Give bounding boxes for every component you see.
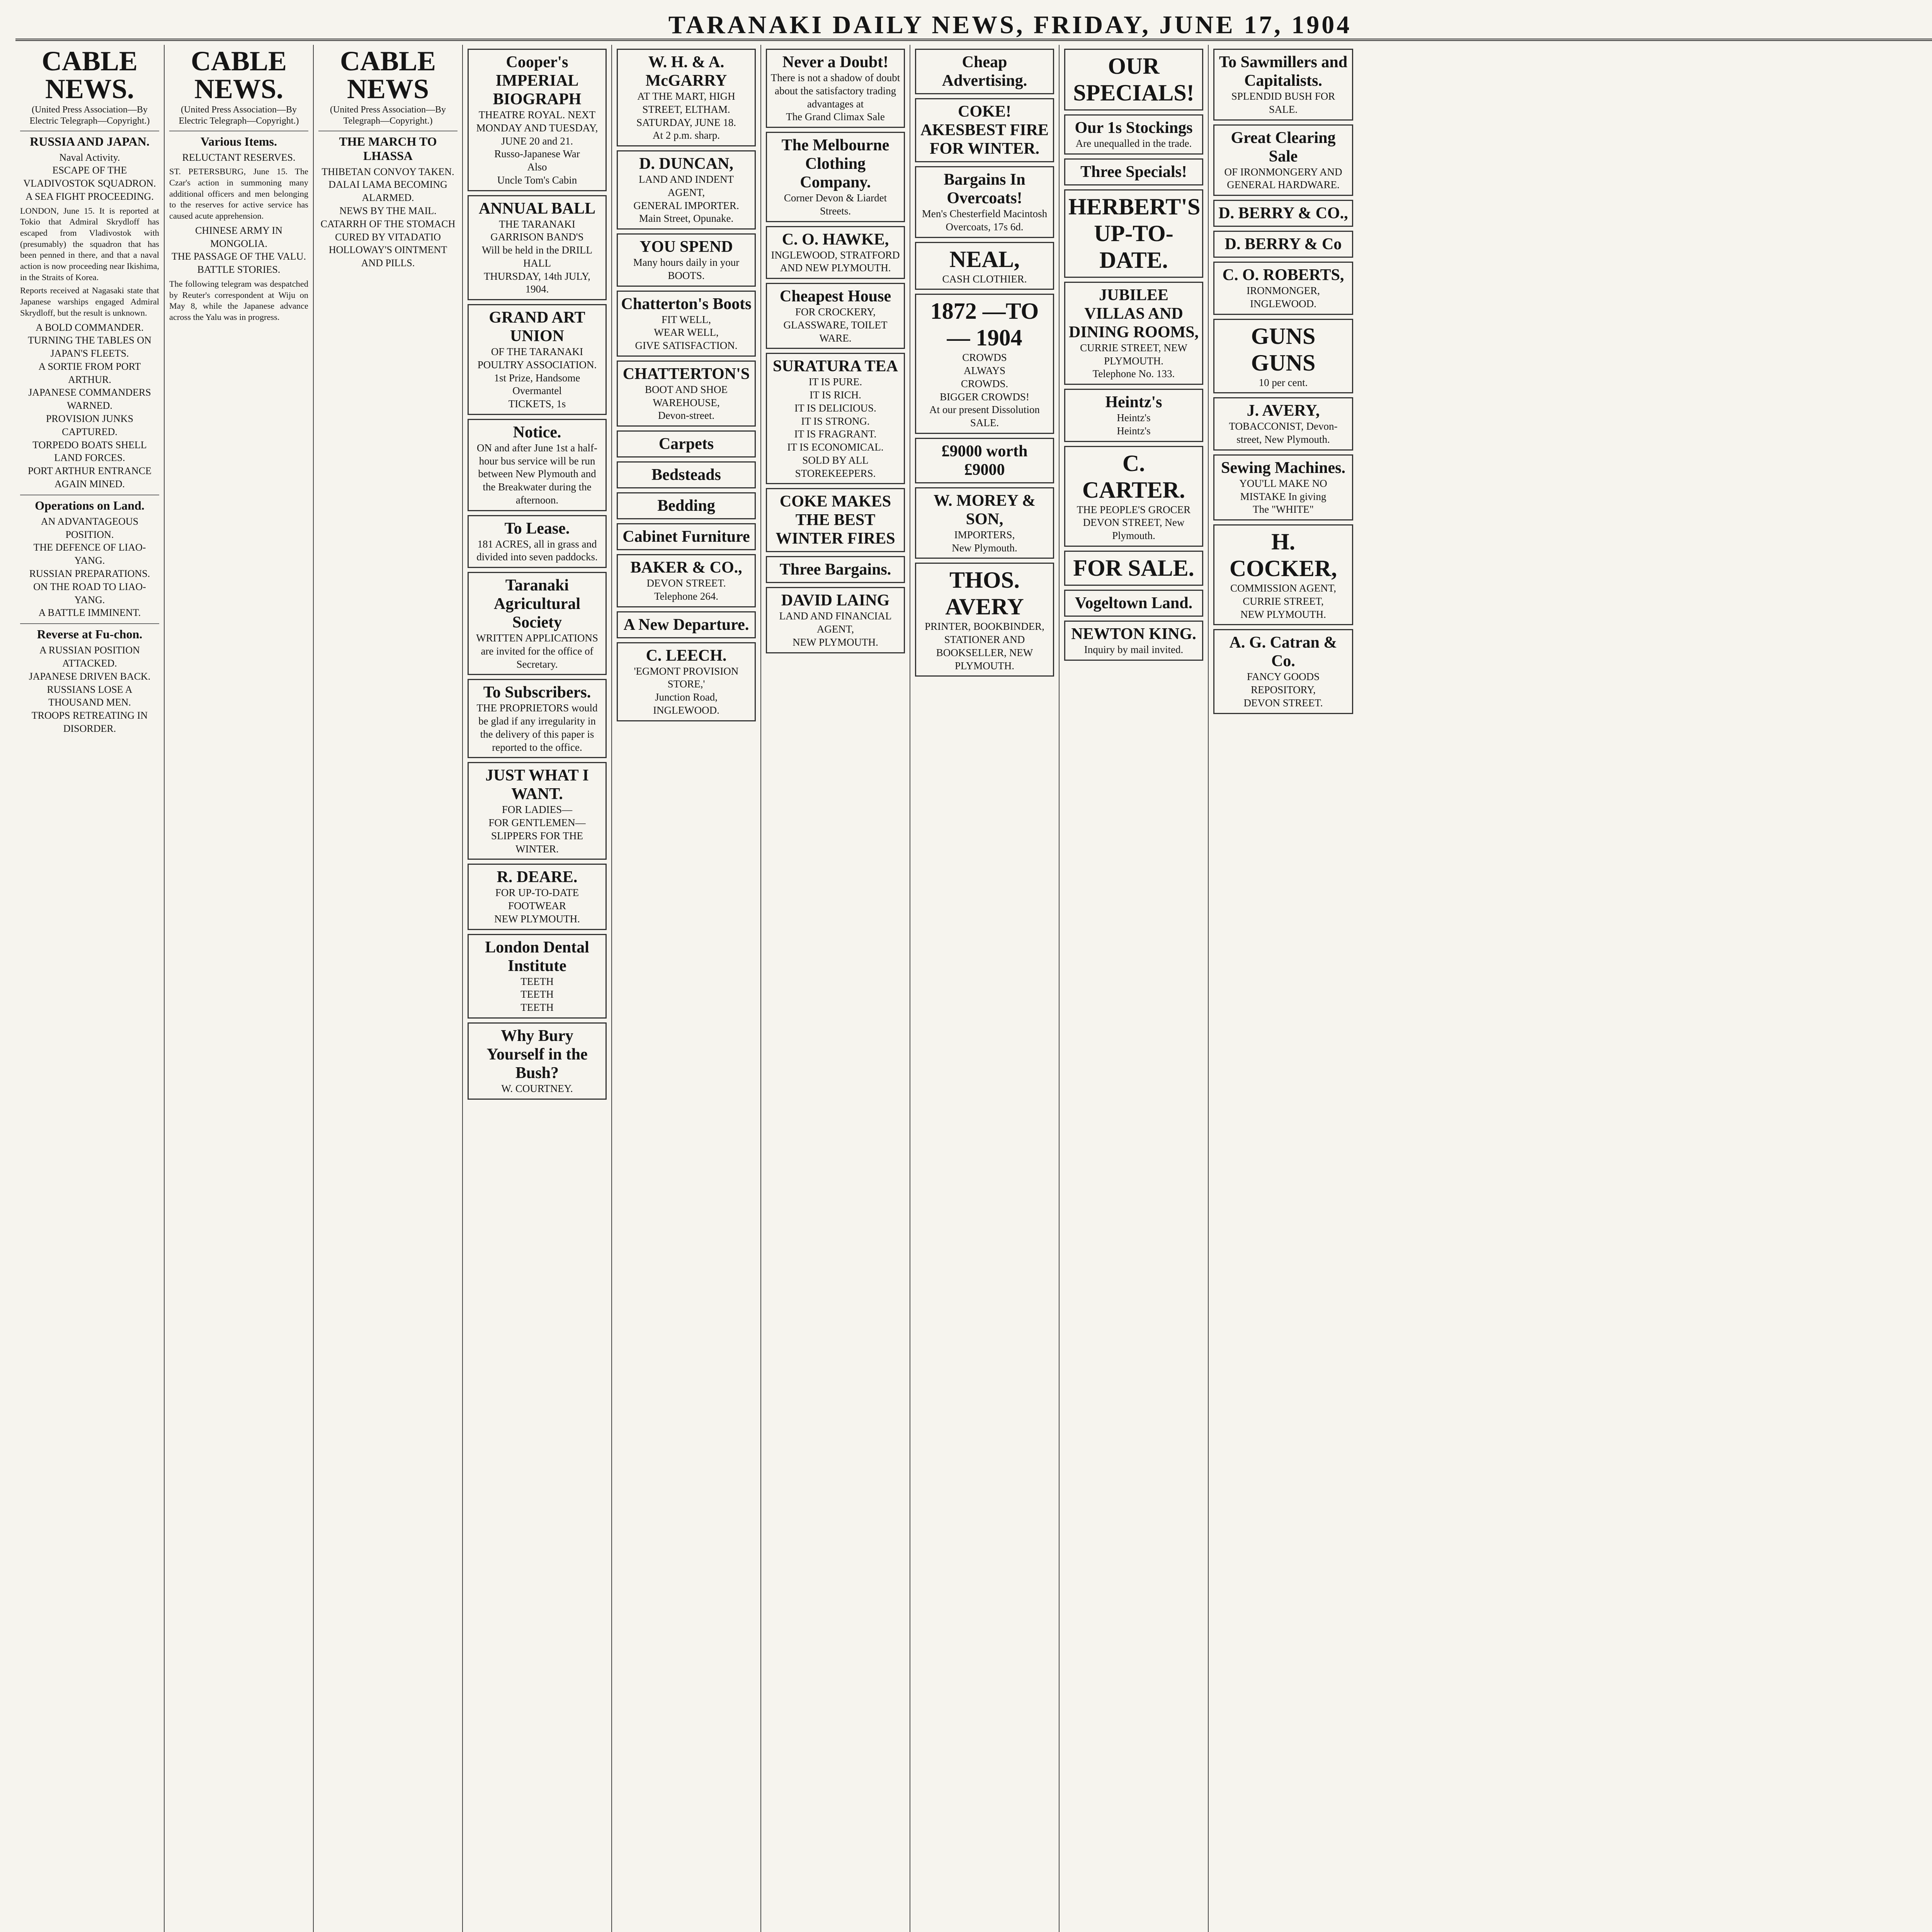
ad-line: SLIPPERS FOR THE WINTER. bbox=[491, 830, 583, 855]
ad-title: Bedsteads bbox=[651, 466, 721, 484]
article-heading: ESCAPE OF THE VLADIVOSTOK SQUADRON. bbox=[23, 165, 156, 189]
ad-block bbox=[1064, 389, 1203, 442]
masthead bbox=[15, 12, 1932, 41]
ad-title: FOR SALE. bbox=[1073, 555, 1194, 581]
ad-line: FOR GENTLEMEN— bbox=[488, 817, 586, 828]
column-title: CABLE NEWS bbox=[340, 46, 436, 104]
ad-block bbox=[766, 587, 905, 653]
ad-block bbox=[1064, 282, 1203, 385]
ad-block bbox=[1213, 319, 1353, 394]
ad-block bbox=[468, 49, 607, 191]
column-2 bbox=[165, 45, 314, 1932]
ad-line: LAND AND FINANCIAL AGENT, bbox=[779, 610, 892, 635]
ad-title: J. AVERY, bbox=[1247, 402, 1320, 420]
ad-line: New Plymouth. bbox=[952, 542, 1017, 554]
ad-block bbox=[468, 679, 607, 758]
article-heading: THE PASSAGE OF THE VALU. bbox=[172, 251, 306, 262]
ad-title: D. DUNCAN, bbox=[639, 155, 733, 173]
ad-title: Cooper's IMPERIAL BIOGRAPH bbox=[493, 53, 582, 108]
section-heading: THE MARCH TO LHASSA bbox=[318, 131, 457, 163]
ad-block bbox=[468, 762, 607, 860]
ad-line: ALWAYS bbox=[963, 365, 1005, 376]
ad-block bbox=[1064, 551, 1203, 586]
ad-line: Telephone No. 133. bbox=[1092, 368, 1175, 380]
ad-line: TICKETS, 1s bbox=[508, 398, 566, 410]
article-paragraph: The following telegram was despatched by Reuter's correspondent at Wiju on May 8, while the Japanese advance across the Yalu was in progress. bbox=[169, 279, 308, 322]
ad-block bbox=[1213, 49, 1353, 121]
ad-title: NEAL, bbox=[949, 246, 1020, 272]
article-heading: THIBETAN CONVOY TAKEN. bbox=[321, 166, 454, 177]
ad-line: Will be held in the DRILL HALL bbox=[481, 244, 593, 269]
ad-title: SURATURA TEA bbox=[772, 357, 898, 376]
article-heading: NEWS BY THE MAIL. bbox=[339, 205, 437, 216]
ad-line: TOBACCONIST, Devon-street, New Plymouth. bbox=[1229, 420, 1338, 445]
ad-line: TEETH bbox=[520, 988, 554, 1000]
ad-block bbox=[766, 49, 905, 128]
ad-line: Many hours daily in your BOOTS. bbox=[633, 257, 740, 281]
ad-line: CROWDS bbox=[962, 352, 1007, 364]
ad-block bbox=[468, 572, 607, 675]
ad-title: The Melbourne Clothing Company. bbox=[781, 136, 889, 191]
ad-title: C. O. HAWKE, bbox=[782, 230, 889, 248]
column-title: CABLE NEWS. bbox=[41, 46, 138, 104]
ad-block bbox=[915, 242, 1054, 290]
ad-line: 10 per cent. bbox=[1259, 376, 1308, 388]
ad-line: IT IS PURE. bbox=[808, 376, 862, 388]
ad-title: Our 1s Stockings bbox=[1075, 119, 1193, 137]
ad-title: £9000 worth £9000 bbox=[941, 442, 1028, 479]
ad-line: DEVON STREET, New Plymouth. bbox=[1083, 517, 1185, 541]
ad-title: To Subscribers. bbox=[483, 684, 591, 702]
ad-line: NEW PLYMOUTH. bbox=[793, 636, 878, 648]
ad-line: Also bbox=[527, 161, 547, 173]
ad-block bbox=[915, 166, 1054, 238]
ad-block bbox=[915, 294, 1054, 434]
ad-block bbox=[1064, 446, 1203, 547]
ad-line: NEW PLYMOUTH. bbox=[494, 913, 580, 925]
article-heading: PORT ARTHUR ENTRANCE AGAIN MINED. bbox=[28, 465, 151, 490]
ad-block bbox=[1064, 590, 1203, 617]
ad-line: THE TARANAKI GARRISON BAND'S bbox=[490, 218, 584, 243]
ad-line: INGLEWOOD, STRATFORD AND NEW PLYMOUTH. bbox=[771, 249, 900, 274]
ad-block bbox=[1064, 114, 1203, 155]
ad-title: GRAND ART UNION bbox=[489, 309, 585, 345]
ad-line: Are unequalled in the trade. bbox=[1075, 138, 1192, 149]
article-heading: A SEA FIGHT PROCEEDING. bbox=[26, 190, 154, 202]
column-subtitle: (United Press Association—By Electric Telegraph—Copyright.) bbox=[29, 105, 150, 126]
ad-title: 1872 —TO— 1904 bbox=[930, 298, 1039, 351]
ad-block bbox=[766, 226, 905, 279]
ad-line: THE PEOPLE'S GROCER bbox=[1077, 503, 1191, 515]
column-subtitle: (United Press Association—By Telegraph—Copyright.) bbox=[330, 105, 446, 126]
ad-line: Telephone 264. bbox=[654, 590, 719, 602]
ad-line: The "WHITE" bbox=[1253, 503, 1314, 515]
ad-title: Why Bury Yourself in the Bush? bbox=[486, 1027, 588, 1082]
section-heading: Operations on Land. bbox=[20, 495, 159, 513]
ad-block bbox=[766, 132, 905, 222]
ad-line: CROWDS. bbox=[961, 378, 1009, 389]
ad-title: Heintz's bbox=[1105, 393, 1162, 411]
ad-title: Bargains In Overcoats! bbox=[944, 171, 1026, 207]
article-heading: TORPEDO BOATS SHELL LAND FORCES. bbox=[32, 439, 147, 464]
column-8 bbox=[1060, 45, 1209, 1932]
ad-line: GENERAL IMPORTER. bbox=[633, 199, 739, 211]
ad-line: Inquiry by mail invited. bbox=[1084, 643, 1184, 655]
article-heading: JAPANESE COMMANDERS WARNED. bbox=[28, 387, 151, 412]
ad-block bbox=[617, 49, 756, 146]
ad-block bbox=[915, 49, 1054, 94]
ad-line: PRINTER, BOOKBINDER, STATIONER AND BOOKSELLER, NEW PLYMOUTH. bbox=[925, 621, 1044, 672]
ad-block bbox=[617, 291, 756, 357]
section-heading: RUSSIA AND JAPAN. bbox=[20, 131, 159, 149]
ad-title: Chatterton's Boots bbox=[621, 295, 752, 313]
ad-title: C. O. ROBERTS, bbox=[1222, 266, 1344, 284]
ad-title: Cheapest House bbox=[779, 287, 891, 305]
article-heading: A BOLD COMMANDER. bbox=[36, 321, 144, 333]
ad-title: W. H. & A. McGARRY bbox=[645, 53, 727, 90]
article-heading: TURNING THE TABLES ON JAPAN'S FLEETS. bbox=[28, 335, 151, 359]
column-subtitle: (United Press Association—By Electric Telegraph—Copyright.) bbox=[179, 105, 299, 126]
ad-title: ANNUAL BALL bbox=[478, 199, 596, 218]
ad-title: To Sawmillers and Capitalists. bbox=[1219, 53, 1348, 90]
ad-block bbox=[468, 419, 607, 511]
ad-line: THE PROPRIETORS would be glad if any irregularity in the delivery of this paper is reported to the office. bbox=[476, 702, 598, 753]
ad-title: Cabinet Furniture bbox=[622, 528, 750, 546]
ad-title: Notice. bbox=[513, 423, 561, 441]
ad-block bbox=[617, 523, 756, 550]
ad-block bbox=[617, 361, 756, 427]
ad-block bbox=[1064, 158, 1203, 185]
article-heading: RUSSIANS LOSE A THOUSAND MEN. bbox=[47, 684, 133, 708]
ad-title: NEWTON KING. bbox=[1071, 625, 1196, 643]
ad-block bbox=[915, 98, 1054, 162]
ad-block bbox=[1213, 262, 1353, 315]
ad-title: Vogeltown Land. bbox=[1075, 594, 1193, 612]
ad-title: H. COCKER, bbox=[1229, 529, 1337, 581]
ad-block bbox=[766, 353, 905, 484]
ad-block bbox=[468, 934, 607, 1019]
ad-line: IRONMONGER, INGLEWOOD. bbox=[1247, 285, 1320, 310]
ad-line: At our present Dissolution SALE. bbox=[929, 404, 1040, 429]
column-4 bbox=[463, 45, 612, 1932]
ad-title: COKE MAKES THE BEST WINTER FIRES bbox=[776, 493, 895, 548]
ad-line: IT IS DELICIOUS. bbox=[794, 402, 876, 414]
ad-line: FOR CROCKERY, GLASSWARE, TOILET WARE. bbox=[783, 306, 888, 344]
ad-title: R. DEARE. bbox=[497, 868, 578, 886]
ad-title: Sewing Machines. bbox=[1221, 459, 1345, 477]
section-heading: Reverse at Fu-chon. bbox=[20, 623, 159, 641]
ad-line: CURRIE STREET, NEW PLYMOUTH. bbox=[1080, 342, 1187, 367]
ad-block bbox=[915, 563, 1054, 677]
ad-title: C. LEECH. bbox=[646, 646, 727, 665]
ad-title: To Lease. bbox=[504, 519, 570, 537]
ad-line: IMPORTERS, bbox=[954, 529, 1015, 541]
ad-line: WRITTEN APPLICATIONS are invited for the office of Secretary. bbox=[476, 632, 598, 670]
article-list bbox=[20, 151, 159, 735]
column-5 bbox=[612, 45, 761, 1932]
ad-block bbox=[617, 233, 756, 287]
ad-title: OUR SPECIALS! bbox=[1073, 53, 1194, 105]
ad-line: 1st Prize, Handsome Overmantel bbox=[494, 372, 580, 397]
ad-line: WEAR WELL, bbox=[654, 327, 719, 338]
ad-block bbox=[617, 461, 756, 488]
ad-title: Taranaki Agricultural Society bbox=[494, 577, 580, 631]
ad-line: CASH CLOTHIER. bbox=[942, 273, 1027, 285]
ad-block bbox=[617, 430, 756, 457]
ad-line: DEVON STREET. bbox=[1243, 697, 1323, 709]
ad-title: Carpets bbox=[658, 435, 714, 453]
ad-line: 181 ACRES, all in grass and divided into seven paddocks. bbox=[476, 538, 598, 563]
ad-block bbox=[1213, 454, 1353, 520]
ad-block bbox=[766, 488, 905, 552]
ad-block bbox=[468, 1022, 607, 1100]
ad-block bbox=[468, 515, 607, 568]
ad-line: AT THE MART, HIGH STREET, ELTHAM. bbox=[637, 90, 735, 115]
ad-block bbox=[468, 864, 607, 930]
article-heading: PROVISION JUNKS CAPTURED. bbox=[46, 413, 134, 437]
ad-title: Cheap Advertising. bbox=[942, 53, 1027, 90]
ad-line: Heintz's bbox=[1117, 425, 1151, 437]
ad-block bbox=[766, 556, 905, 583]
ad-line: Russo-Japanese War bbox=[494, 148, 580, 160]
ad-title: D. BERRY & CO., bbox=[1218, 204, 1348, 222]
ad-title: CHATTERTON'S bbox=[622, 365, 750, 383]
ad-title: Three Specials! bbox=[1080, 163, 1187, 181]
ad-line: OF THE TARANAKI POULTRY ASSOCIATION. bbox=[477, 346, 597, 371]
article-heading: Naval Activity. bbox=[59, 151, 120, 163]
ad-line: Corner Devon & Liardet Streets. bbox=[784, 192, 887, 217]
ad-line: FANCY GOODS REPOSITORY, bbox=[1247, 671, 1320, 696]
column-title: CABLE NEWS. bbox=[190, 46, 287, 104]
article-heading: RUSSIAN PREPARATIONS. bbox=[29, 568, 150, 580]
ad-title: Great Clearing Sale bbox=[1231, 129, 1336, 165]
article-heading: CATARRH OF THE STOMACH CURED BY VITADATIO bbox=[320, 218, 456, 243]
ad-line: IT IS ECONOMICAL. bbox=[787, 441, 884, 453]
article-heading: A BATTLE IMMINENT. bbox=[38, 607, 141, 619]
ad-line: Main Street, Opunake. bbox=[639, 213, 734, 224]
ad-block bbox=[617, 150, 756, 230]
ad-title: GUNS GUNS bbox=[1251, 323, 1316, 376]
ad-line: GIVE SATISFACTION. bbox=[635, 340, 738, 351]
ad-line: SPLENDID BUSH FOR SALE. bbox=[1231, 90, 1335, 115]
article-paragraph: LONDON, June 15. It is reported at Tokio that Admiral Skrydloff has escaped from Vladivostok with (presumably) the squadron that has been penned in there, and that a naval action is now proceeding near Ikishima, in the Straits of Korea. bbox=[20, 206, 159, 282]
column-1 bbox=[15, 45, 165, 1932]
ad-block bbox=[617, 642, 756, 721]
ad-line: IT IS STRONG. bbox=[801, 415, 870, 427]
ad-block bbox=[1064, 621, 1203, 661]
ad-line: FOR UP-TO-DATE FOOTWEAR bbox=[495, 887, 579, 912]
ad-title: BAKER & CO., bbox=[630, 559, 742, 577]
ad-title: THOS. AVERY bbox=[945, 567, 1024, 620]
article-paragraph: ST. PETERSBURG, June 15. The Czar's action in summoning many additional officers and men belonging to the reserves for active service has caused acute apprehension. bbox=[169, 167, 308, 221]
article-heading: A SORTIE FROM PORT ARTHUR. bbox=[38, 361, 141, 385]
ad-title: COKE! AKESBEST FIRE FOR WINTER. bbox=[920, 103, 1049, 158]
ad-block bbox=[617, 611, 756, 638]
ad-block bbox=[915, 487, 1054, 559]
ad-line: OF IRONMONGERY AND GENERAL HARDWARE. bbox=[1224, 166, 1342, 191]
ad-line: COMMISSION AGENT, bbox=[1230, 582, 1337, 594]
ad-block bbox=[1064, 189, 1203, 278]
column-3 bbox=[314, 45, 463, 1932]
ad-line: BOOT AND SHOE WAREHOUSE, bbox=[645, 383, 728, 408]
ad-title: JUST WHAT I WANT. bbox=[485, 767, 589, 803]
article-heading: JAPANESE DRIVEN BACK. bbox=[29, 670, 151, 682]
ad-block bbox=[1213, 231, 1353, 258]
ad-block bbox=[766, 283, 905, 349]
ad-title: JUBILEE VILLAS AND DINING ROOMS, bbox=[1068, 286, 1199, 341]
article-heading: AN ADVANTAGEOUS POSITION. bbox=[41, 515, 139, 540]
ad-line: YOU'LL MAKE NO MISTAKE In giving bbox=[1239, 477, 1327, 502]
ad-line: W. COURTNEY. bbox=[501, 1082, 573, 1094]
ad-line: IT IS FRAGRANT. bbox=[794, 428, 877, 440]
ad-block bbox=[1213, 397, 1353, 451]
ad-line: LAND AND INDENT AGENT, bbox=[639, 173, 734, 198]
ad-line: Uncle Tom's Cabin bbox=[497, 174, 577, 186]
ad-line: IT IS RICH. bbox=[810, 389, 861, 401]
ad-line: FOR LADIES— bbox=[502, 804, 573, 816]
ad-line: DEVON STREET. bbox=[646, 577, 726, 589]
ad-line: THURSDAY, 14th JULY, 1904. bbox=[484, 270, 590, 295]
ad-line: 'EGMONT PROVISION STORE,' bbox=[634, 665, 739, 690]
ad-title: D. BERRY & Co bbox=[1225, 235, 1342, 253]
ad-title: Three Bargains. bbox=[779, 561, 891, 579]
ad-block bbox=[617, 492, 756, 519]
ad-block bbox=[1213, 524, 1353, 625]
ad-line: SOLD BY ALL STOREKEEPERS. bbox=[795, 454, 876, 479]
ad-title: London Dental Institute bbox=[485, 938, 589, 975]
ad-line: Junction Road, INGLEWOOD. bbox=[653, 691, 719, 716]
columns bbox=[15, 45, 1932, 1932]
article-heading: BATTLE STORIES. bbox=[197, 264, 281, 276]
ad-line: THEATRE ROYAL. NEXT MONDAY AND TUESDAY, JUNE 20 and 21. bbox=[476, 109, 598, 147]
ad-block bbox=[1213, 200, 1353, 227]
ad-line: ON and after June 1st a half-hour bus service will be run between New Plymouth and the Breakwater during the afternoon. bbox=[477, 442, 597, 506]
ad-title: YOU SPEND bbox=[639, 238, 733, 256]
column-6 bbox=[761, 45, 910, 1932]
ad-line: TEETH bbox=[520, 975, 554, 987]
ad-title: HERBERT'S UP-TO-DATE. bbox=[1068, 194, 1201, 273]
section-heading: Various Items. bbox=[169, 131, 308, 149]
article-heading: ON THE ROAD TO LIAO-YANG. bbox=[33, 581, 146, 605]
ad-line: TEETH bbox=[520, 1002, 554, 1013]
ad-line: BIGGER CROWDS! bbox=[940, 391, 1029, 403]
ad-block bbox=[468, 304, 607, 415]
article-paragraph: Reports received at Nagasaki state that Japanese warships engaged Admiral Skrydloff, but the result is unknown. bbox=[20, 286, 159, 318]
ad-block bbox=[1213, 629, 1353, 714]
ad-block bbox=[1213, 124, 1353, 196]
ad-line: CURRIE STREET, bbox=[1243, 595, 1324, 607]
ad-title: A New Departure. bbox=[623, 616, 749, 634]
article-heading: THE DEFENCE OF LIAO-YANG. bbox=[33, 542, 146, 566]
ad-line: There is not a shadow of doubt about the satisfactory trading advantages at bbox=[770, 72, 900, 110]
ad-line: Men's Chesterfield Macintosh Overcoats, 17s 6d. bbox=[922, 208, 1048, 233]
ad-title: Bedding bbox=[657, 497, 715, 515]
ad-title: DAVID LAING bbox=[781, 592, 890, 610]
ad-line: Devon-street. bbox=[658, 410, 715, 422]
ad-title: C. CARTER. bbox=[1082, 450, 1185, 503]
ad-line: The Grand Climax Sale bbox=[786, 111, 885, 123]
ad-block bbox=[468, 195, 607, 301]
ad-title: W. MOREY & SON, bbox=[933, 492, 1036, 528]
column-7 bbox=[910, 45, 1060, 1932]
ad-line: At 2 p.m. sharp. bbox=[653, 129, 720, 141]
ad-line: NEW PLYMOUTH. bbox=[1240, 608, 1326, 620]
ad-title: A. G. Catran & Co. bbox=[1229, 634, 1337, 670]
ad-block bbox=[915, 438, 1054, 483]
ad-line: FIT WELL, bbox=[662, 313, 711, 325]
ad-line: SATURDAY, JUNE 18. bbox=[636, 116, 736, 128]
article-heading: DALAI LAMA BECOMING ALARMED. bbox=[328, 179, 447, 204]
ad-line: Heintz's bbox=[1117, 412, 1151, 423]
ad-title: Never a Doubt! bbox=[782, 53, 889, 71]
article-heading: TROOPS RETREATING IN DISORDER. bbox=[31, 710, 148, 735]
newspaper-title: TARANAKI DAILY NEWS, FRIDAY, JUNE 17, 1904 bbox=[668, 11, 1352, 39]
article-heading: CHINESE ARMY IN MONGOLIA. bbox=[195, 224, 282, 249]
ad-block bbox=[617, 554, 756, 607]
column-9 bbox=[1209, 45, 1358, 1932]
article-heading: RELUCTANT RESERVES. bbox=[182, 151, 296, 163]
article-heading: A RUSSIAN POSITION ATTACKED. bbox=[39, 645, 140, 669]
ad-block bbox=[1064, 49, 1203, 111]
article-heading: HOLLOWAY'S OINTMENT AND PILLS. bbox=[328, 244, 447, 269]
